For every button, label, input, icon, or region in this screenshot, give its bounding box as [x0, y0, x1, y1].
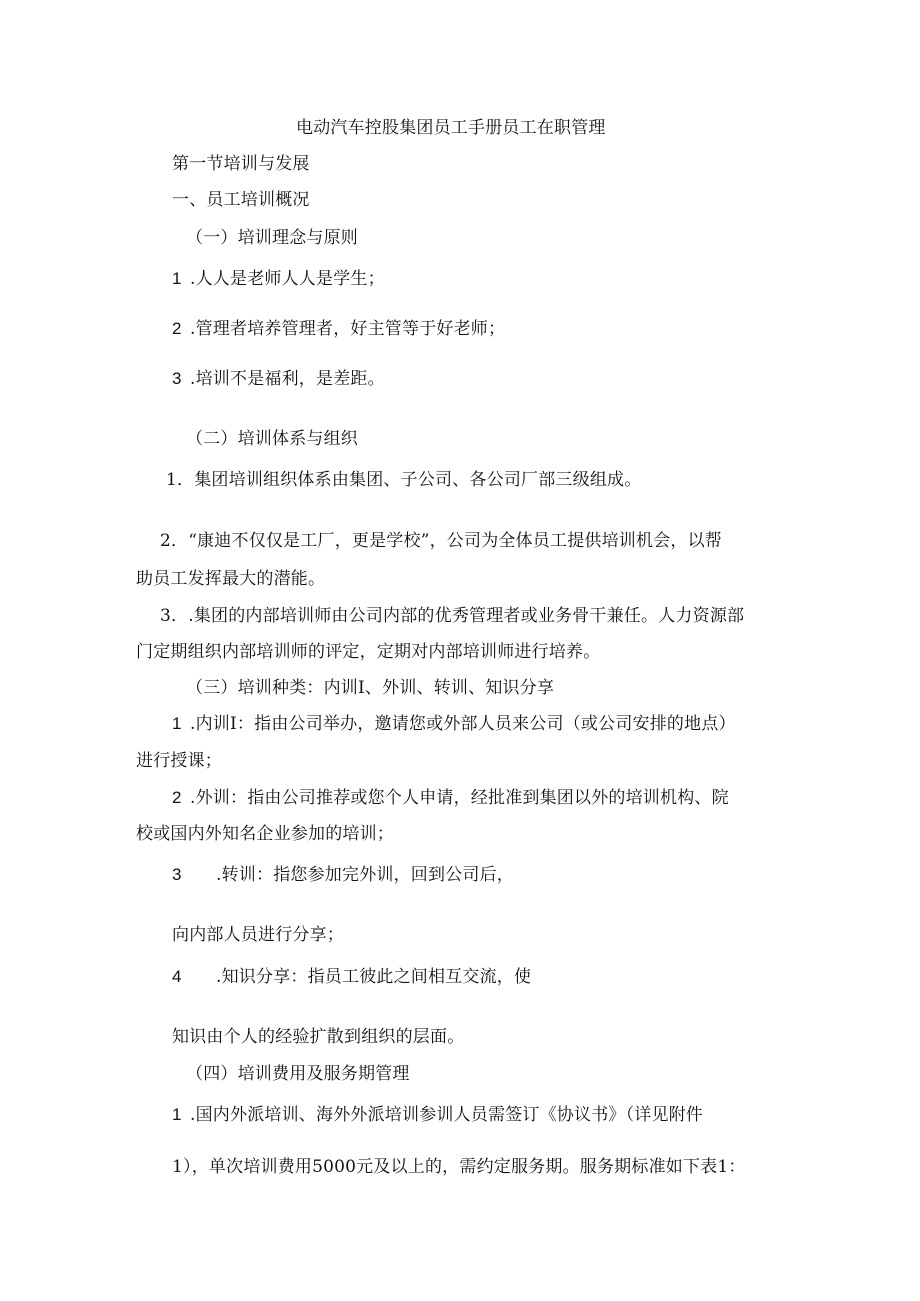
paragraph: 1），单次培训费用5000元及以上的，需约定服务期。服务期标准如下表1：	[172, 1157, 746, 1177]
paragraph: 向内部人员进行分享；	[172, 925, 344, 945]
list-item-text: .管理者培养管理者，好主管等于好老师；	[190, 319, 506, 339]
list-item-text: .知识分享：指员工彼此之间相互交流，使	[216, 967, 532, 987]
list-item-number: 3	[172, 865, 182, 884]
list-item	[172, 966, 531, 988]
subheading-types: （三）培训种类：内训I、外训、转训、知识分享	[186, 678, 555, 698]
list-item	[172, 268, 385, 290]
paragraph: 进行授课；	[136, 751, 222, 771]
list-item	[172, 713, 736, 735]
list-item	[172, 318, 505, 340]
document-title: 电动汽车控股集团员工手册员工在职管理	[296, 118, 606, 138]
section-heading: 第一节培训与发展	[172, 154, 310, 174]
list-item-text: .内训I：指由公司举办，邀请您或外部人员来公司（或公司安排的地点）	[190, 714, 736, 734]
list-item-text: .培训不是福利，是差距。	[190, 369, 385, 389]
list-item-number: 3	[172, 369, 182, 388]
paragraph: 3．.集团的内部培训师由公司内部的优秀管理者或业务骨干兼任。人力资源部	[160, 606, 745, 626]
paragraph: 门定期组织内部培训师的评定，定期对内部培训师进行培养。	[136, 642, 601, 662]
list-item	[172, 787, 729, 809]
list-item-text: .外训：指由公司推荐或您个人申请，经批准到集团以外的培训机构、院	[190, 788, 729, 808]
subheading-system: （二）培训体系与组织	[186, 429, 358, 449]
subheading-costs: （四）培训费用及服务期管理	[186, 1064, 410, 1084]
list-item-number: 1	[172, 1105, 182, 1124]
paragraph: 知识由个人的经验扩散到组织的层面。	[172, 1027, 465, 1047]
paragraph: 2．“康迪不仅仅是工厂，更是学校”，公司为全体员工提供培训机会，以帮	[160, 531, 722, 551]
paragraph: 助员工发挥最大的潜能。	[136, 569, 326, 589]
paragraph: 1．集团培训组织体系由集团、子公司、各公司厂部三级组成。	[166, 470, 642, 490]
list-item	[172, 1104, 703, 1126]
list-item-text: .国内外派培训、海外外派培训参训人员需签订《协议书》（详见附件	[190, 1105, 704, 1125]
list-item	[172, 864, 514, 886]
list-item-text: .转训：指您参加完外训，回到公司后，	[216, 865, 515, 885]
list-item-text: .人人是老师人人是学生；	[190, 269, 385, 289]
subheading-principles: （一）培训理念与原则	[186, 228, 358, 248]
list-item-number: 2	[172, 788, 182, 807]
paragraph: 校或国内外知名企业参加的培训；	[136, 824, 394, 844]
list-item-number: 2	[172, 319, 182, 338]
list-item-number: 1	[172, 269, 182, 288]
heading-overview: 一、员工培训概况	[172, 190, 310, 210]
list-item-number: 4	[172, 967, 182, 986]
list-item	[172, 368, 385, 390]
list-item-number: 1	[172, 714, 182, 733]
